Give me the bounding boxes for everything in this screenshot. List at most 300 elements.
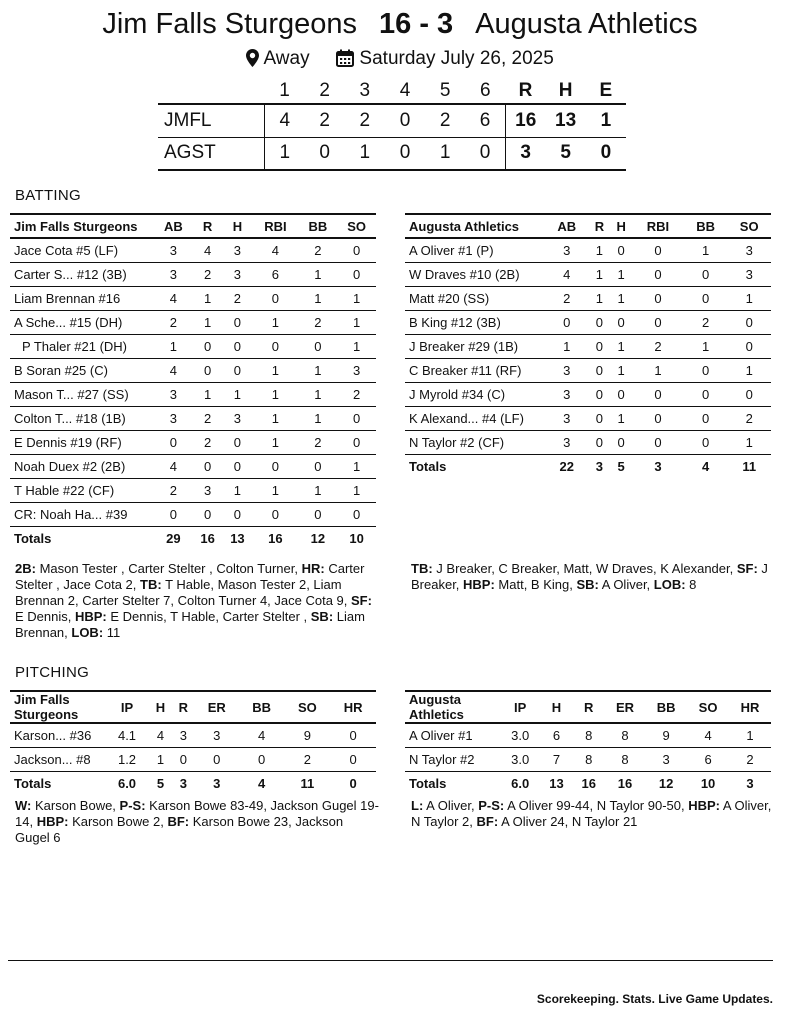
note-label: SB:	[576, 577, 599, 592]
totals-row	[10, 771, 376, 795]
stat-cell: 0	[252, 334, 298, 358]
stat-cell: 2	[298, 310, 337, 334]
inning-score: 2	[305, 104, 345, 137]
player-name: Colton T... #18 (1B)	[10, 406, 154, 430]
stat-cell: 0	[610, 310, 632, 334]
stat-cell: 1	[610, 286, 632, 310]
column-header: R	[589, 214, 611, 238]
player-row	[10, 430, 376, 454]
column-header: H	[610, 214, 632, 238]
stat-cell: 0	[252, 286, 298, 310]
stat-cell: 0	[632, 430, 684, 454]
inning-score: 0	[305, 137, 345, 170]
stat-cell: 2	[154, 310, 193, 334]
stat-cell: 0	[684, 286, 728, 310]
total-errors: 1	[586, 104, 626, 137]
player-row	[10, 334, 376, 358]
total-runs: 3	[505, 137, 545, 170]
stat-cell: 1	[729, 723, 771, 747]
stat-cell: 0	[684, 430, 728, 454]
stat-cell: 4	[193, 238, 223, 262]
player-name: Karson... #36	[10, 723, 105, 747]
note-label: HBP:	[688, 798, 721, 813]
stat-cell: 1	[684, 238, 728, 262]
stat-cell: 4	[252, 238, 298, 262]
stat-cell: 0	[610, 382, 632, 406]
column-header: HR	[330, 691, 376, 723]
total-cell: 3	[632, 454, 684, 478]
player-row	[405, 406, 771, 430]
stat-cell: 0	[632, 310, 684, 334]
stat-cell: 0	[589, 334, 611, 358]
total-cell: 16	[605, 771, 645, 795]
player-name: J Breaker #29 (1B)	[405, 334, 545, 358]
line-score-row	[158, 104, 626, 137]
note-text: T Hable, Mason Tester 2, Liam Brennan 2, Carter Stelter 7, Colton Turner 4, Jace Cota 9,	[15, 577, 352, 608]
stat-cell: 0	[337, 430, 376, 454]
note-text: E Dennis,	[15, 609, 75, 624]
stat-cell: 2	[727, 406, 771, 430]
inning-score: 1	[264, 137, 304, 170]
note-label: HR:	[301, 561, 325, 576]
column-header: R	[193, 214, 223, 238]
line-score-table	[158, 78, 626, 171]
total-cell: 11	[284, 771, 330, 795]
note-text: 8	[685, 577, 697, 592]
column-header: SO	[727, 214, 771, 238]
inning-score: 1	[425, 137, 465, 170]
player-name: Mason T... #27 (SS)	[10, 382, 154, 406]
stat-cell: 2	[193, 262, 223, 286]
stat-cell: 4	[154, 454, 193, 478]
player-name: B Soran #25 (C)	[10, 358, 154, 382]
inning-score: 4	[264, 104, 304, 137]
stat-cell: 1	[610, 406, 632, 430]
stat-cell: 2	[545, 286, 589, 310]
stat-cell: 1	[149, 747, 172, 771]
column-header: ER	[605, 691, 645, 723]
stat-cell: 3	[545, 430, 589, 454]
stat-cell: 4	[239, 723, 285, 747]
stat-cell: 0	[252, 502, 298, 526]
player-name: W Draves #10 (2B)	[405, 262, 545, 286]
stat-cell: 3	[645, 747, 687, 771]
stat-cell: 0	[298, 334, 337, 358]
stat-cell: 0	[298, 454, 337, 478]
totals-label: Totals	[405, 454, 545, 478]
player-name: A Oliver #1	[405, 723, 500, 747]
total-hits: 13	[546, 104, 586, 137]
stat-cell: 1	[727, 358, 771, 382]
note-text: 11	[103, 625, 121, 640]
player-row	[405, 334, 771, 358]
stat-cell: 4	[154, 286, 193, 310]
stat-cell: 3	[193, 478, 223, 502]
note-text: A Oliver 99-44, N Taylor 90-50,	[504, 798, 689, 813]
column-header: IP	[500, 691, 540, 723]
column-header: R	[573, 691, 605, 723]
stat-cell: 2	[223, 286, 253, 310]
stat-cell: 1	[610, 262, 632, 286]
stat-cell: 0	[223, 430, 253, 454]
stat-cell: 3	[545, 382, 589, 406]
location-pin-icon	[246, 48, 259, 69]
column-header: BB	[684, 214, 728, 238]
note-label: HBP:	[36, 814, 69, 829]
stat-cell: 4.1	[105, 723, 149, 747]
team-abbrev: JMFL	[158, 104, 264, 137]
stat-cell: 3.0	[500, 723, 540, 747]
player-row	[405, 382, 771, 406]
player-name: Jace Cota #5 (LF)	[10, 238, 154, 262]
stat-cell: 6	[540, 723, 572, 747]
away-pitching-table	[405, 690, 771, 795]
runs-header: R	[518, 79, 533, 101]
column-header: BB	[645, 691, 687, 723]
stat-cell: 0	[632, 406, 684, 430]
stat-cell: 0	[239, 747, 285, 771]
stat-cell: 0	[252, 454, 298, 478]
stat-cell: 1	[193, 310, 223, 334]
note-label: HBP:	[463, 577, 495, 592]
stat-cell: 0	[154, 502, 193, 526]
stat-cell: 1	[252, 382, 298, 406]
stat-cell: 1	[252, 406, 298, 430]
note-label: L:	[411, 798, 424, 813]
player-name: Noah Duex #2 (2B)	[10, 454, 154, 478]
stat-cell: 1.2	[105, 747, 149, 771]
stat-cell: 0	[727, 310, 771, 334]
totals-row	[405, 771, 771, 795]
column-header: SO	[687, 691, 729, 723]
stat-cell: 8	[605, 747, 645, 771]
stat-cell: 3	[223, 238, 253, 262]
away-team-name: Augusta Athletics	[475, 8, 698, 40]
note-text: J Breaker,	[411, 561, 768, 592]
note-label: SB:	[310, 609, 334, 624]
stat-cell: 0	[223, 454, 253, 478]
stat-cell: 3	[545, 358, 589, 382]
stat-cell: 4	[149, 723, 172, 747]
game-info	[0, 44, 800, 74]
stat-cell: 0	[193, 334, 223, 358]
stat-cell: 1	[252, 310, 298, 334]
player-row	[405, 238, 771, 262]
stat-cell: 2	[337, 382, 376, 406]
note-text: Matt, B King,	[494, 577, 577, 592]
inning-score: 2	[345, 104, 385, 137]
column-header: H	[223, 214, 253, 238]
total-cell: 5	[610, 454, 632, 478]
player-name: Jackson... #8	[10, 747, 105, 771]
stat-cell: 0	[684, 406, 728, 430]
player-name: N Taylor #2	[405, 747, 500, 771]
player-name: P Thaler #21 (DH)	[10, 334, 154, 358]
column-header: AB	[545, 214, 589, 238]
note-label: SF:	[736, 561, 758, 576]
note-text: J Breaker, C Breaker, Matt, W Draves, K Alexander,	[432, 561, 737, 576]
team-header: Jim Falls Sturgeons	[10, 214, 154, 238]
stat-cell: 1	[298, 382, 337, 406]
stat-cell: 3	[727, 262, 771, 286]
stat-cell: 3	[223, 406, 253, 430]
stat-cell: 0	[330, 747, 376, 771]
stat-cell: 1	[589, 238, 611, 262]
stat-cell: 3	[195, 723, 239, 747]
note-text: Karson Bowe,	[31, 798, 120, 813]
note-text: A Oliver 24, N Taylor 21	[498, 814, 638, 829]
stat-cell: 0	[193, 454, 223, 478]
stat-cell: 0	[589, 382, 611, 406]
stat-cell: 0	[684, 262, 728, 286]
stat-cell: 1	[684, 334, 728, 358]
stat-cell: 0	[589, 310, 611, 334]
player-name: K Alexand... #4 (LF)	[405, 406, 545, 430]
totals-row	[405, 454, 771, 478]
total-cell: 4	[684, 454, 728, 478]
total-cell: 12	[645, 771, 687, 795]
stat-cell: 1	[298, 286, 337, 310]
stat-cell: 1	[193, 382, 223, 406]
stat-cell: 1	[632, 358, 684, 382]
note-text: Karson Bowe 23, Jackson Gugel 6	[15, 814, 344, 845]
total-cell: 13	[540, 771, 572, 795]
stat-cell: 1	[727, 430, 771, 454]
stat-cell: 0	[632, 262, 684, 286]
inning-score: 0	[385, 104, 425, 137]
column-header: BB	[239, 691, 285, 723]
total-cell: 6.0	[105, 771, 149, 795]
total-cell: 10	[337, 526, 376, 550]
note-label: SF:	[351, 593, 372, 608]
player-row	[10, 747, 376, 771]
note-label: BF:	[476, 814, 499, 829]
stat-cell: 0	[545, 310, 589, 334]
player-row	[10, 502, 376, 526]
note-label: TB:	[140, 577, 162, 592]
stat-cell: 0	[223, 502, 253, 526]
player-name: CR: Noah Ha... #39	[10, 502, 154, 526]
player-row	[405, 430, 771, 454]
total-cell: 16	[193, 526, 223, 550]
note-text: Mason Tester , Carter Stelter , Colton Turner,	[35, 561, 302, 576]
column-header: BB	[298, 214, 337, 238]
stat-cell: 0	[223, 358, 253, 382]
stat-cell: 0	[589, 406, 611, 430]
total-cell: 13	[223, 526, 253, 550]
team-abbrev: AGST	[158, 137, 264, 170]
player-row	[405, 358, 771, 382]
column-header: R	[172, 691, 195, 723]
note-label: TB:	[411, 561, 433, 576]
note-label: P-S:	[478, 798, 505, 813]
player-name: A Oliver #1 (P)	[405, 238, 545, 262]
game-header	[0, 4, 800, 74]
note-text: Karson Bowe 2,	[68, 814, 168, 829]
player-name: B King #12 (3B)	[405, 310, 545, 334]
stat-cell: 0	[589, 358, 611, 382]
inning-header: 5	[439, 79, 451, 101]
inning-header: 4	[399, 79, 411, 101]
note-label: BF:	[167, 814, 190, 829]
player-row	[10, 406, 376, 430]
player-name: Liam Brennan #16	[10, 286, 154, 310]
stat-cell: 0	[195, 747, 239, 771]
stat-cell: 1	[610, 334, 632, 358]
stat-cell: 0	[223, 334, 253, 358]
stat-cell: 3	[337, 358, 376, 382]
column-header: IP	[105, 691, 149, 723]
stat-cell: 1	[298, 406, 337, 430]
team-header: Augusta Athletics	[405, 691, 500, 723]
totals-label: Totals	[10, 771, 105, 795]
final-score: 16 - 3	[379, 8, 454, 40]
total-cell: 12	[298, 526, 337, 550]
stat-cell: 0	[298, 502, 337, 526]
stat-cell: 1	[298, 262, 337, 286]
home-pitching-notes	[15, 798, 380, 846]
stat-cell: 2	[684, 310, 728, 334]
errors-header: E	[599, 79, 613, 101]
stat-cell: 0	[193, 358, 223, 382]
inning-score: 0	[465, 137, 505, 170]
total-cell: 4	[239, 771, 285, 795]
total-errors: 0	[586, 137, 626, 170]
inning-score: 0	[385, 137, 425, 170]
player-name: Carter S... #12 (3B)	[10, 262, 154, 286]
column-header: HR	[729, 691, 771, 723]
totals-label: Totals	[405, 771, 500, 795]
note-text: Carter Stelter , Jace Cota 2,	[15, 561, 365, 592]
column-header: SO	[337, 214, 376, 238]
inning-score: 1	[345, 137, 385, 170]
away-pitching-notes	[411, 798, 776, 830]
note-label: LOB:	[653, 577, 686, 592]
inning-header: 3	[359, 79, 371, 101]
column-header: RBI	[632, 214, 684, 238]
player-row	[10, 478, 376, 502]
game-date: Saturday July 26, 2025	[359, 48, 554, 69]
stat-cell: 1	[337, 454, 376, 478]
stat-cell: 1	[252, 430, 298, 454]
stat-cell: 2	[298, 430, 337, 454]
stat-cell: 1	[298, 478, 337, 502]
matchup-title	[0, 4, 800, 44]
away-batting-notes	[411, 561, 776, 593]
player-name: T Hable #22 (CF)	[10, 478, 154, 502]
player-name: J Myrold #34 (C)	[405, 382, 545, 406]
stat-cell: 6	[687, 747, 729, 771]
stat-cell: 2	[193, 430, 223, 454]
note-label: LOB:	[71, 625, 104, 640]
line-score-row	[158, 137, 626, 170]
stat-cell: 0	[154, 430, 193, 454]
player-name: N Taylor #2 (CF)	[405, 430, 545, 454]
note-label: P-S:	[119, 798, 146, 813]
player-row	[10, 262, 376, 286]
stat-cell: 3.0	[500, 747, 540, 771]
stat-cell: 1	[298, 358, 337, 382]
total-cell: 16	[252, 526, 298, 550]
stat-cell: 1	[252, 358, 298, 382]
totals-label: Totals	[10, 526, 154, 550]
stat-cell: 0	[610, 430, 632, 454]
column-header: ER	[195, 691, 239, 723]
stat-cell: 2	[632, 334, 684, 358]
note-text: A Oliver,	[598, 577, 654, 592]
total-cell: 29	[154, 526, 193, 550]
inning-score: 2	[425, 104, 465, 137]
note-label: HBP:	[74, 609, 107, 624]
inning-header: 2	[319, 79, 330, 101]
total-cell: 16	[573, 771, 605, 795]
player-row	[10, 454, 376, 478]
stat-cell: 1	[337, 334, 376, 358]
player-row	[10, 382, 376, 406]
stat-cell: 0	[727, 382, 771, 406]
total-cell: 3	[195, 771, 239, 795]
stat-cell: 1	[154, 334, 193, 358]
note-label: W:	[15, 798, 32, 813]
stat-cell: 3	[172, 723, 195, 747]
stat-cell: 1	[252, 478, 298, 502]
stat-cell: 0	[684, 382, 728, 406]
player-row	[10, 358, 376, 382]
player-row	[10, 238, 376, 262]
note-label: 2B:	[15, 561, 36, 576]
player-row	[10, 723, 376, 747]
home-batting-table	[10, 213, 376, 550]
stat-cell: 4	[545, 262, 589, 286]
stat-cell: 3	[545, 406, 589, 430]
home-pitching-table	[10, 690, 376, 795]
column-header: AB	[154, 214, 193, 238]
total-cell: 10	[687, 771, 729, 795]
inning-score: 6	[465, 104, 505, 137]
stat-cell: 4	[154, 358, 193, 382]
hits-header: H	[558, 79, 573, 101]
away-batting-table	[405, 213, 771, 478]
stat-cell: 1	[589, 262, 611, 286]
stat-cell: 8	[573, 723, 605, 747]
home-batting-notes	[15, 561, 380, 641]
column-header: H	[149, 691, 172, 723]
stat-cell: 3	[154, 382, 193, 406]
player-name: C Breaker #11 (RF)	[405, 358, 545, 382]
stat-cell: 1	[223, 478, 253, 502]
stat-cell: 1	[337, 478, 376, 502]
stat-cell: 0	[727, 334, 771, 358]
player-name: E Dennis #19 (RF)	[10, 430, 154, 454]
stat-cell: 2	[729, 747, 771, 771]
stat-cell: 0	[337, 502, 376, 526]
stat-cell: 8	[573, 747, 605, 771]
stat-cell: 3	[154, 262, 193, 286]
calendar-icon	[336, 48, 354, 69]
player-row	[10, 286, 376, 310]
stat-cell: 9	[645, 723, 687, 747]
note-text: E Dennis, T Hable, Carter Stelter ,	[106, 609, 311, 624]
total-cell: 6.0	[500, 771, 540, 795]
note-text: Karson Bowe 83-49, Jackson Gugel 19-14,	[15, 798, 379, 829]
stat-cell: 2	[193, 406, 223, 430]
totals-row	[10, 526, 376, 550]
stat-cell: 0	[589, 430, 611, 454]
stat-cell: 0	[337, 262, 376, 286]
column-header: SO	[284, 691, 330, 723]
stat-cell: 7	[540, 747, 572, 771]
stat-cell: 1	[337, 286, 376, 310]
